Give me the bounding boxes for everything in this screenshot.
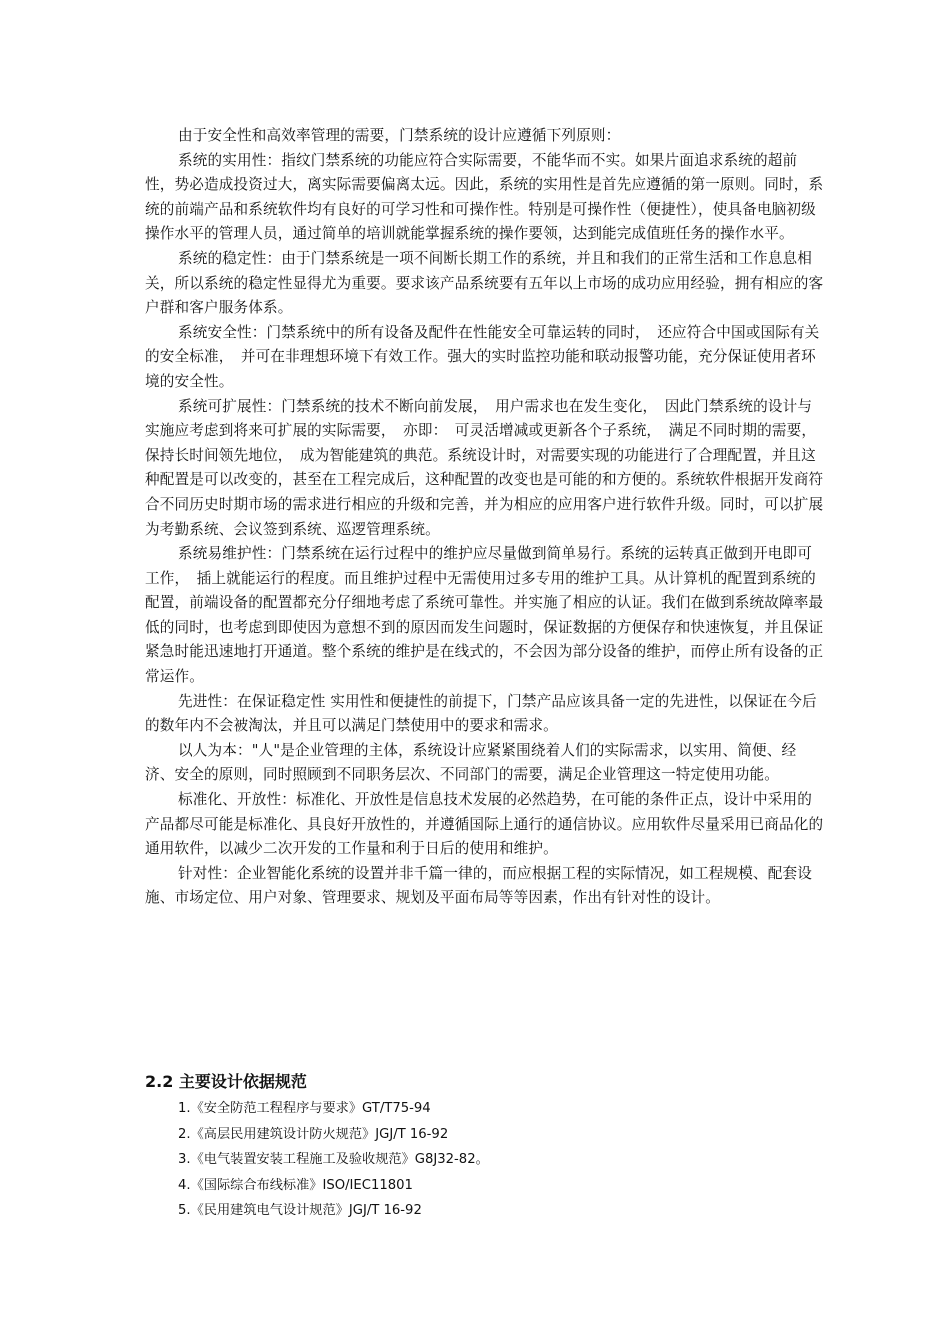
reference-item: 3.《电气装置安装工程施工及验收规范》G8J32-82。 bbox=[178, 1152, 489, 1168]
paragraph-security: 系统安全性：门禁系统中的所有设备及配件在性能安全可靠运转的同时， 还应符合中国或国际有关的安全标准， 并可在非理想环境下有效工作。强大的实时监控功能和联动报警功能，充分保证使用者环境的安全性。 bbox=[145, 323, 820, 390]
paragraph-scalability: 系统可扩展性：门禁系统的技术不断向前发展， 用户需求也在发生变化， 因此门禁系统的设计与实施应考虑到将来可扩展的实际需要， 亦即： 可灵活增减或更新各个子系统， 满足不同时期的需要， 保持长时间领先地位， 成为智能建筑的典范。系统设计时，对需要实现的功能进行了合理配置，并且这种配置是可以改变的，甚至在工程完成后，这种配置的改变也是可能的和方便的。系统软件根据开发商符合不同历史时期市场的需求进行相应的升级和完善，并为相应的应用客户进行软件升级。同时，可以扩展为考勤系统、会议签到系统、巡逻管理系统。 bbox=[145, 397, 824, 538]
design-principles-text bbox=[145, 124, 825, 911]
reference-item: 1.《安全防范工程程序与要求》GT/T75-94 bbox=[178, 1101, 431, 1116]
reference-item: 2.《高层民用建筑设计防火规范》JGJ/T 16-92 bbox=[178, 1126, 449, 1142]
paragraph-maintainability: 系统易维护性：门禁系统在运行过程中的维护应尽量做到简单易行。系统的运转真正做到开电即可工作， 插上就能运行的程度。而且维护过程中无需使用过多专用的维护工具。从计算机的配置到系统的配置，前端设备的配置都充分仔细地考虑了系统可靠性。并实施了相应的认证。我们在做到系统故障率最低的同时，也考虑到即使因为意想不到的原因而发生问题时，保证数据的方便保存和快速恢复，并且保证紧急时能迅速地打开通道。整个系统的维护是在线式的，不会因为部分设备的维护，而停止所有设备的正常运作。 bbox=[145, 545, 824, 686]
paragraph-stability: 系统的稳定性：由于门禁系统是一项不间断长期工作的系统，并且和我们的正常生活和工作息息相关，所以系统的稳定性显得尤为重要。要求该产品系统要有五年以上市场的成功应用经验，拥有相应的客户群和客户服务体系。 bbox=[145, 249, 824, 317]
section-heading: 2.2 主要设计依据规范 bbox=[145, 1072, 307, 1091]
paragraph-standardization: 标准化、开放性：标准化、开放性是信息技术发展的必然趋势，在可能的条件正点，设计中采用的产品都尽可能是标准化、具良好开放性的，并遵循国际上通行的通信协议。应用软件尽量采用已商品化的通用软件，以减少二次开发的工作量和利于日后的使用和维护。 bbox=[145, 791, 824, 858]
paragraph-people-oriented: 以人为本："人"是企业管理的主体，系统设计应紧紧围绕着人们的实际需求，以实用、简便、经济、安全的原则，同时照顾到不同职务层次、不同部门的需要，满足企业管理这一特定使用功能。 bbox=[145, 741, 797, 784]
paragraph-practicality: 系统的实用性：指纹门禁系统的功能应符合实际需要，不能华而不实。如果片面追求系统的超前性，势必造成投资过大，离实际需要偏离太远。因此，系统的实用性是首先应遵循的第一原则。同时，系统的前端产品和系统软件均有良好的可学习性和可操作性。特别是可操作性（便捷性），使具备电脑初级操作水平的管理人员，通过简单的培训就能掌握系统的操作要领，达到能完成值班任务的操作水平。 bbox=[145, 151, 824, 243]
paragraph-pertinence: 针对性：企业智能化系统的设置并非千篇一律的，而应根据工程的实际情况，如工程规模、配套设施、市场定位、用户对象、管理要求、规划及平面布局等等因素，作出有针对性的设计。 bbox=[145, 864, 812, 907]
intro-paragraph: 由于安全性和高效率管理的需要，门禁系统的设计应遵循下列原则： bbox=[178, 127, 621, 144]
paragraph-advancement: 先进性：在保证稳定性 实用性和便捷性的前提下，门禁产品应该具备一定的先进性，以保证在今后的数年内不会被淘汰，并且可以满足门禁使用中的要求和需求。 bbox=[145, 692, 817, 735]
reference-item: 4.《国际综合布线标准》ISO/IEC11801 bbox=[178, 1177, 413, 1193]
reference-item: 5.《民用建筑电气设计规范》JGJ/T 16-92 bbox=[178, 1203, 422, 1219]
reference-list bbox=[178, 1096, 489, 1224]
